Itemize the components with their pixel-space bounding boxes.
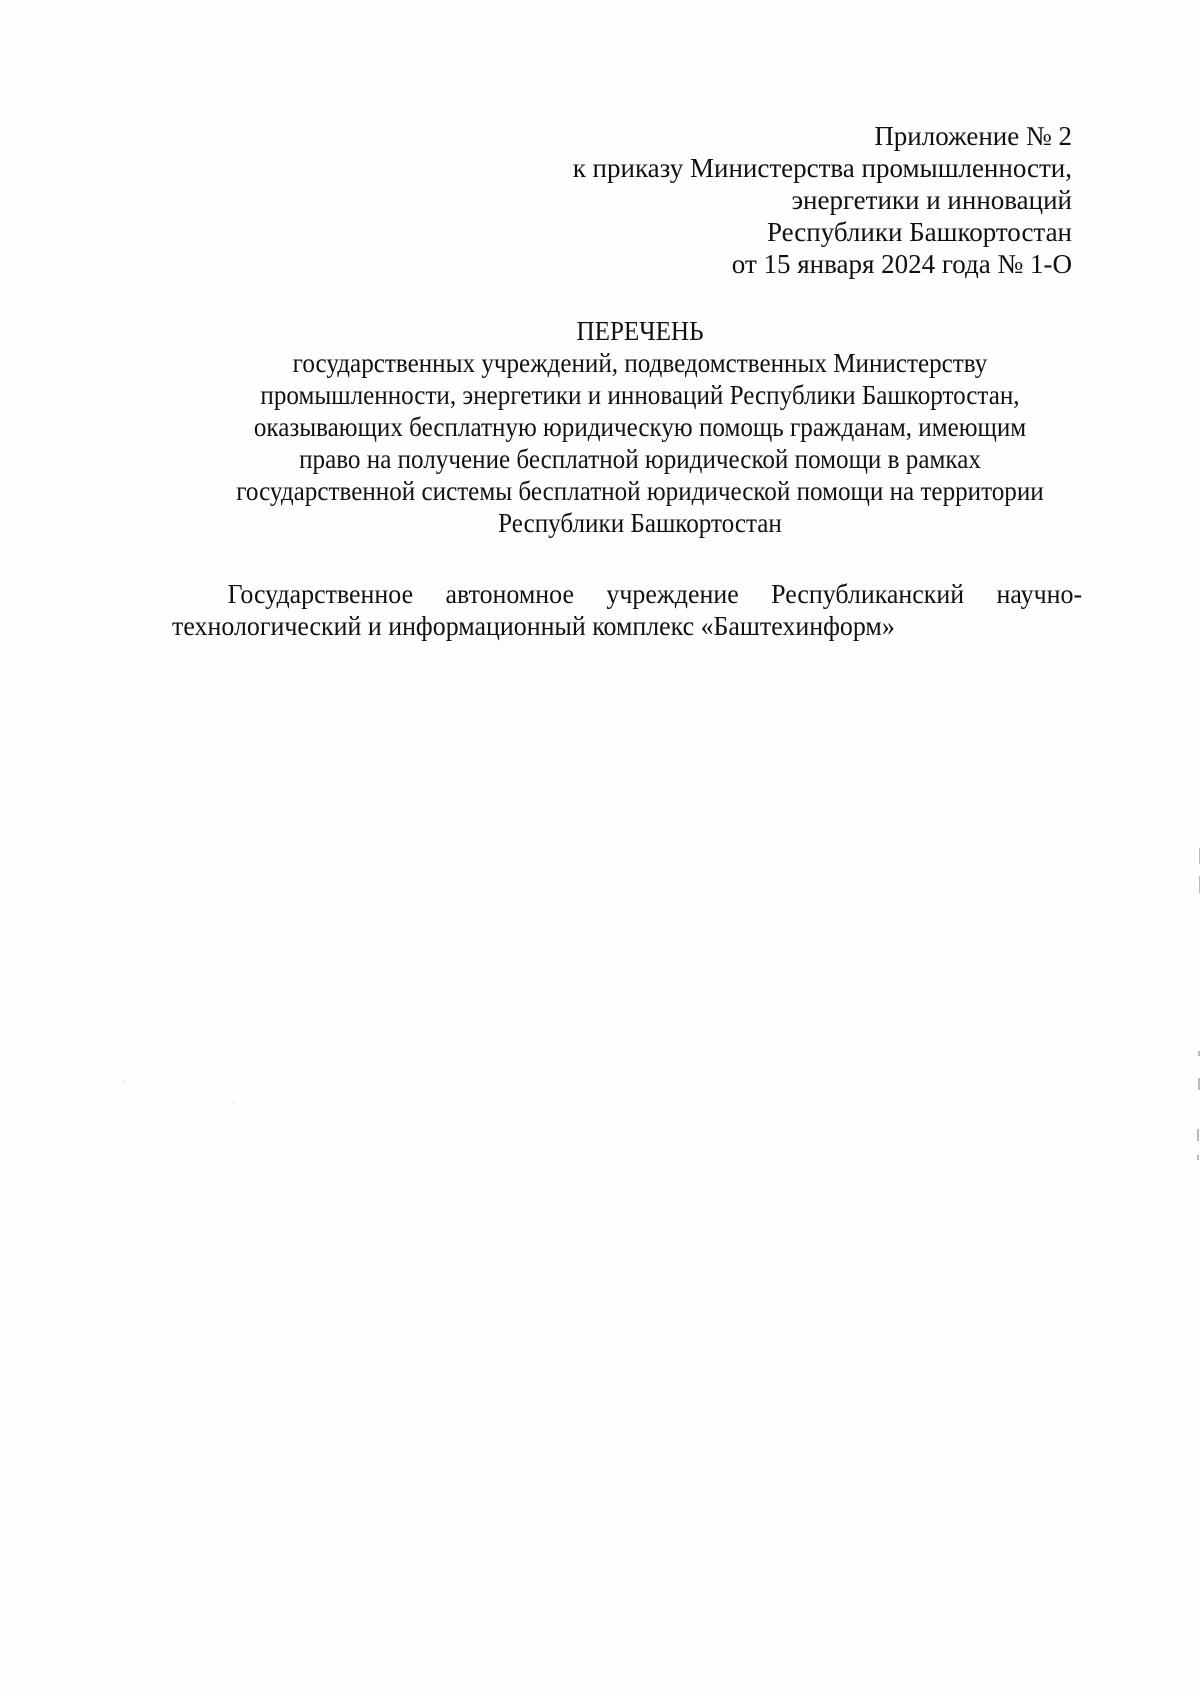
title-line: оказывающих бесплатную юридическую помощь гражданам, имеющим — [253, 412, 1027, 442]
title-line: промышленности, энергетики и инноваций Республики Башкортостан, — [260, 380, 1020, 410]
institution-paragraph: Государственное автономное учреждение Республиканский научно-технологический и информационный комплекс «Баштехинформ» — [172, 579, 1083, 641]
title-line: Республики Башкортостан — [498, 508, 782, 538]
order-reference-line2: энергетики и инноваций — [791, 185, 1072, 215]
scan-artifact — [1197, 1155, 1199, 1160]
title-line: право на получение бесплатной юридической помощи в рамках — [299, 444, 981, 474]
order-reference-line3: Республики Башкортостан — [766, 217, 1072, 247]
appendix-header — [573, 120, 1072, 280]
scan-artifact — [123, 1080, 124, 1081]
document-title — [194, 315, 1087, 539]
scan-artifact — [1197, 1129, 1199, 1141]
order-reference: к приказу Министерства промышленности, — [572, 153, 1072, 183]
appendix-number: Приложение № 2 — [874, 121, 1072, 151]
title-line: государственной системы бесплатной юридической помощи на территории — [236, 476, 1044, 506]
title-heading: ПЕРЕЧЕНЬ — [576, 316, 704, 346]
scan-artifact — [233, 1103, 234, 1104]
order-date: от 15 января 2024 года № 1-О — [731, 249, 1072, 279]
title-line: государственных учреждений, подведомственных Министерству — [292, 348, 988, 378]
